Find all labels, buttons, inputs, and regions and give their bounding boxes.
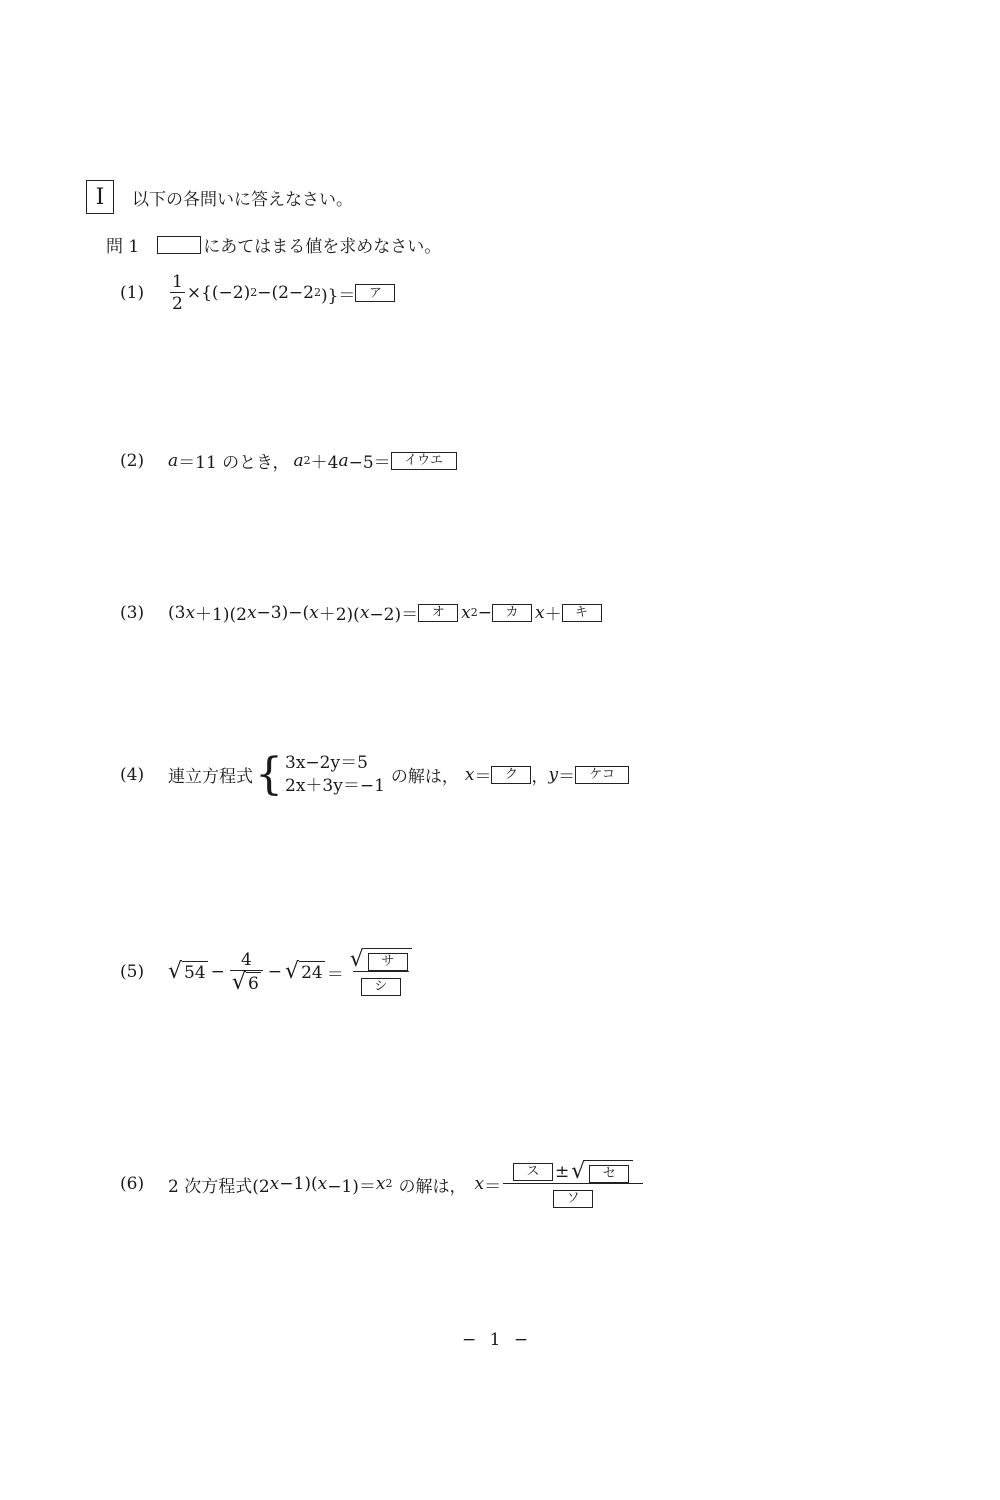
answer-box-su: ス: [513, 1163, 553, 1181]
blank-box-example: [157, 236, 201, 254]
question1-instruction: にあてはまる値を求めなさい。: [203, 237, 442, 257]
page-number: − 1 −: [462, 1330, 533, 1350]
answer-fraction: √ サ シ: [348, 948, 414, 996]
problem-number: (4): [120, 764, 145, 785]
sqrt: √ 24: [285, 959, 323, 984]
answer-box-sa: サ: [368, 953, 408, 971]
problem-1: (1) $\frac{1}{2}$ ×{(−2) 2 −(2−2 2 )}＝ ア: [120, 272, 395, 314]
problem-2: (2) a ＝11 のとき， a 2 ＋4 a −5＝ イウエ: [120, 448, 457, 473]
answer-box-se: セ: [589, 1165, 629, 1183]
problem-number: (2): [120, 450, 145, 471]
problem-number: (6): [120, 1174, 145, 1194]
brace: {: [255, 748, 283, 800]
question1-label: 問 1: [106, 237, 140, 257]
problem-6: (6) 2 次方程式(2 x −1)( x −1)＝ x 2 の解は， x ＝ ス ± √ セ ソ: [120, 1160, 645, 1208]
fraction: $\frac{1}{2}$: [172, 272, 183, 314]
answer-box-shi: シ: [361, 978, 401, 996]
fraction: 4 √ 6: [230, 950, 263, 994]
problem-5: (5) √ 54 − 4 √ 6 − √ 24 ＝ √ サ シ: [120, 948, 416, 996]
answer-box-ki: キ: [562, 604, 602, 622]
problem-number: (3): [120, 602, 145, 623]
problem-3: (3) (3 x ＋1)(2 x −3)−( x ＋2)( x −2)＝ オ x 2 − カ x ＋ キ: [120, 600, 602, 625]
problem-number: (1): [120, 283, 145, 303]
sqrt: √ 54: [168, 959, 206, 984]
equation-2: 2x＋3y＝−1: [285, 775, 385, 796]
answer-box-ku: ク: [491, 766, 531, 784]
section-header: [86, 180, 353, 214]
answer-box-a: ア: [355, 284, 395, 302]
answer-box-keko: ケコ: [575, 766, 629, 784]
section-instruction: 以下の各問いに答えなさい。: [132, 189, 353, 210]
answer-box-o: オ: [418, 604, 458, 622]
answer-box-so: ソ: [553, 1190, 593, 1208]
section-number: I: [86, 180, 114, 214]
problem-number: (5): [120, 962, 145, 982]
answer-box-iue: イウエ: [391, 452, 457, 470]
problem-4: (4) 連立方程式 { 3x−2y＝5 2x＋3y＝−1 の解は， x ＝ ク ， y ＝ ケコ: [120, 752, 629, 798]
answer-fraction: ス ± √ セ ソ: [503, 1160, 643, 1208]
question1-header: [106, 232, 441, 257]
equation-system: [285, 752, 385, 798]
answer-box-ka: カ: [492, 604, 532, 622]
equation-1: 3x−2y＝5: [285, 753, 368, 773]
